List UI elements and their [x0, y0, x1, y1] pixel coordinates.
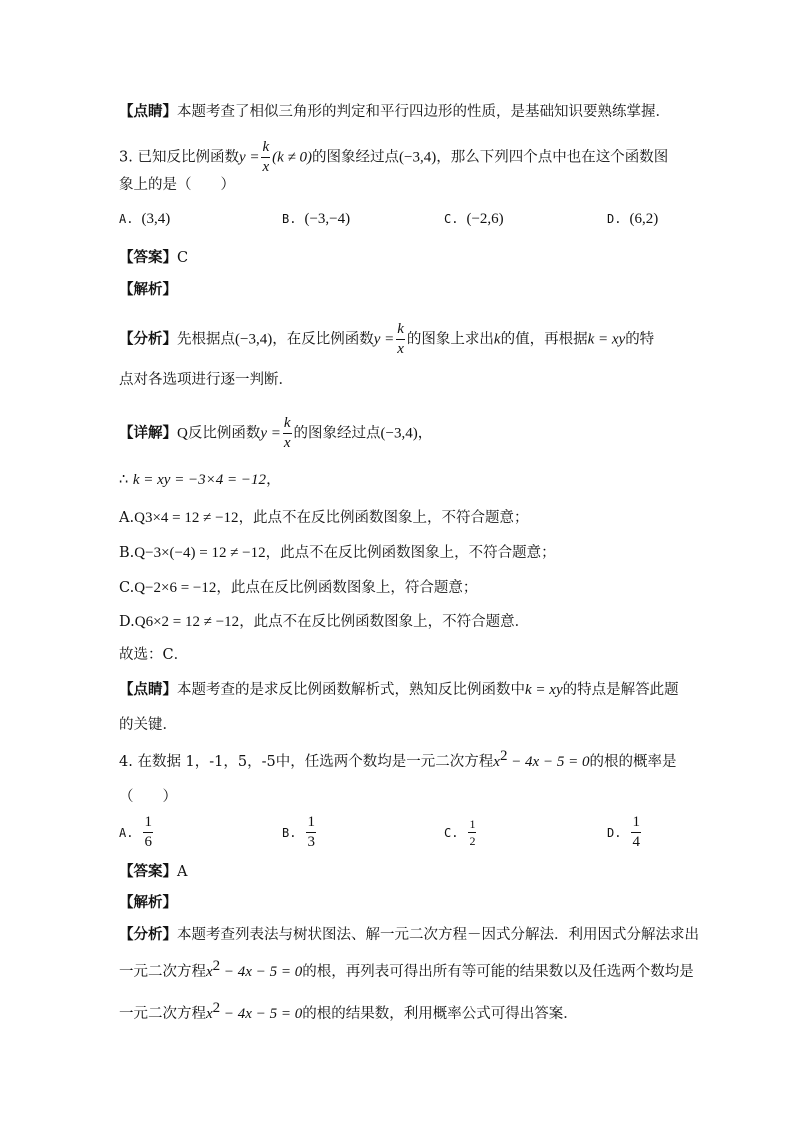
q3-xiangjie-p2: 的图象经过点	[293, 425, 381, 442]
q3-fenxi-p2: ，在反比例函数	[272, 331, 374, 348]
q3-check-a-because: Q	[134, 510, 145, 526]
q3-check-d-label: D.	[119, 614, 135, 630]
q4-eq-sup: 2	[499, 748, 508, 765]
q3-fenxi-tag: 【分析】	[119, 330, 177, 348]
q3-option-a-label: A.	[119, 212, 134, 226]
q3-review-tag: 【点睛】	[119, 681, 177, 698]
q3-fenxi-line2: 点对各选项进行逐一判断．	[119, 372, 293, 388]
q3-check-c	[119, 578, 477, 598]
q4-eq-rest: − 4x − 5 = 0	[507, 754, 590, 770]
q4-option-d-num: 1	[631, 815, 641, 833]
q3-point: (−3,4)	[399, 149, 437, 166]
q4-option-d-fraction	[631, 815, 641, 850]
q3-xiangjie-tag: 【详解】	[119, 424, 177, 442]
q4-option-a-fraction	[143, 815, 153, 850]
q3-review-line1	[119, 680, 679, 700]
q3-stem-line1	[119, 140, 668, 175]
q3-xiangjie-p3: ，	[417, 425, 433, 442]
q3-option-d	[607, 211, 658, 228]
q4-fenxi-line1-text: 本题考查列表法与树状图法、解一元二次方程－因式分解法．利用因式分解法求出	[177, 927, 699, 943]
q3-xiangjie-fraction	[283, 416, 292, 451]
q3-option-b-value: (−3,−4)	[304, 211, 351, 227]
q3-xiangjie-p1: 反比例函数	[187, 425, 261, 442]
q4-fenxi-line3-eq-x: x	[206, 1006, 213, 1022]
q3-fenxi-p1: 先根据点	[177, 331, 235, 348]
q3-check-d-expr: 6×2 = 12 ≠ −12	[145, 614, 240, 630]
q3-option-d-label: D.	[607, 212, 622, 226]
q3-option-c	[444, 211, 504, 228]
q4-stem-p1: 在数据 1，-1，5，-5中，任选两个数均是一元二次方程	[137, 754, 494, 770]
q4-option-b	[282, 815, 318, 850]
q3-check-c-because: Q	[134, 580, 146, 596]
q4-stem-p2: 的根的概率是	[589, 754, 677, 770]
q4-fenxi-line2-eq-x: x	[206, 964, 213, 980]
q4-fenxi-line1	[119, 925, 699, 945]
q3-xiangjie-func: y =	[260, 425, 281, 442]
q4-option-c-den: 2	[469, 834, 476, 848]
q3-xiangjie-line1	[119, 416, 432, 451]
q3-stem-part3: ，那么下列四个点中也在这个函数图	[436, 149, 669, 166]
q4-analysis-tag: 【解析】	[119, 894, 177, 911]
q4-stem-line1	[119, 748, 677, 772]
review-tag: 【点睛】	[119, 103, 177, 120]
q3-answer: C	[177, 250, 189, 266]
q3-k-calc-line	[119, 470, 281, 490]
q4-fenxi-line2-p1: 一元二次方程	[119, 964, 206, 980]
q4-fenxi-line2-p2: 的根，再列表可得出所有等可能的结果数以及任选两个数均是	[302, 964, 694, 980]
q3-answer-tag: 【答案】	[119, 249, 177, 266]
q3-fenxi-p5: 的特	[625, 331, 655, 348]
q3-k-tail: ，	[266, 472, 281, 488]
review-text: 本题考查了相似三角形的判定和平行四边形的性质，是基础知识要熟练掌握．	[177, 104, 670, 120]
q4-option-c-fraction	[468, 818, 476, 847]
q4-option-c	[444, 818, 478, 847]
q3-check-b-expr: −3×(−4) = 12 ≠ −12	[145, 545, 266, 561]
q4-answer-tag: 【答案】	[119, 863, 177, 880]
q4-option-d-label: D.	[607, 825, 622, 840]
q4-option-a-den: 6	[144, 834, 152, 850]
q3-option-b-label: B.	[282, 212, 297, 226]
q3-option-c-value: (−2,6)	[466, 211, 504, 227]
q3-stem-part1: 已知反比例函数	[137, 149, 239, 166]
q3-fenxi-p4: 的值，再根据	[500, 331, 588, 348]
q3-check-c-label: C.	[119, 580, 135, 596]
q4-fenxi-tag: 【分析】	[119, 926, 177, 943]
therefore-symbol: ∴	[119, 472, 129, 488]
q3-answer-line	[119, 248, 188, 268]
q3-check-b-because: Q	[134, 545, 146, 561]
q4-stem-line2: （ ）	[119, 789, 177, 805]
q3-check-c-text: ，此点在反比例函数图象上，符合题意；	[216, 580, 478, 596]
q4-fenxi-line3-p2: 的根的结果数，利用概率公式可得出答案．	[302, 1006, 578, 1022]
q3-frac-den: x	[262, 159, 270, 175]
q4-option-b-den: 3	[307, 834, 315, 850]
q3-review-p2: 的特点是解答此题	[562, 682, 679, 698]
q4-fenxi-line3-p1: 一元二次方程	[119, 1006, 206, 1022]
q4-fenxi-line3-eq-rest: − 4x − 5 = 0	[220, 1006, 303, 1022]
q3-review-p1: 本题考查的是求反比例函数解析式，熟知反比例函数中	[177, 682, 525, 698]
q4-fenxi-line2-eq-rest: − 4x − 5 = 0	[220, 964, 303, 980]
q3-fenxi-k: k	[493, 331, 501, 348]
q3-fenxi-den: x	[397, 341, 404, 357]
q3-k-calc: k = xy = −3×4 = −12	[132, 472, 267, 488]
q4-option-a	[119, 815, 155, 850]
q3-number: 3.	[119, 149, 133, 166]
q4-fenxi-line2	[119, 958, 694, 982]
q4-option-b-num: 1	[306, 815, 316, 833]
q3-stem-line2: 象上的是（ ）	[119, 177, 235, 193]
q3-xiangjie-den: x	[283, 435, 291, 451]
q3-fenxi-point: (−3,4)	[235, 331, 273, 348]
q3-check-a-label: A.	[119, 510, 135, 526]
q3-func-fraction	[261, 140, 270, 175]
q4-fenxi-line3-eq-sup: 2	[212, 1000, 221, 1017]
q3-func-lhs: y =	[238, 149, 260, 166]
q4-option-b-label: B.	[282, 825, 297, 840]
q3-option-d-value: (6,2)	[629, 211, 659, 227]
q4-fenxi-line2-eq-sup: 2	[212, 958, 221, 975]
q3-condition: (k ≠ 0)	[272, 149, 313, 166]
q3-xiangjie-num: k	[283, 416, 292, 434]
q3-fenxi-kxy: k = xy	[587, 331, 626, 348]
q3-option-a	[119, 211, 170, 228]
q4-option-d-den: 4	[632, 834, 640, 850]
q3-xiangjie-point: (−3,4)	[380, 425, 418, 442]
q3-stem-part2: 的图象经过点	[312, 149, 400, 166]
q4-option-c-label: C.	[444, 825, 459, 840]
q3-option-c-label: C.	[444, 212, 459, 226]
q3-check-c-expr: −2×6 = −12	[145, 580, 217, 596]
q3-analysis-tag: 【解析】	[119, 281, 177, 298]
q4-eq-x: x	[493, 754, 500, 770]
q4-answer-line	[119, 862, 187, 882]
q4-option-a-num: 1	[143, 815, 153, 833]
q3-check-a-text: ，此点不在反比例函数图象上，不符合题意；	[238, 510, 529, 526]
q3-check-b	[119, 543, 556, 563]
q3-fenxi-fraction	[396, 322, 405, 357]
q4-option-a-label: A.	[119, 825, 134, 840]
q3-check-d-text: ，此点不在反比例函数图象上，不符合题意．	[239, 614, 530, 630]
q3-check-d	[119, 612, 529, 632]
q3-check-b-text: ，此点不在反比例函数图象上，不符合题意；	[265, 545, 556, 561]
q3-option-b	[282, 211, 350, 228]
q3-check-a-expr: 3×4 = 12 ≠ −12	[144, 510, 239, 526]
q4-number: 4.	[119, 754, 133, 770]
q3-frac-num: k	[261, 140, 270, 158]
q3-fenxi-func: y =	[373, 331, 395, 348]
intro-review-line	[119, 102, 670, 122]
q4-option-c-num: 1	[469, 817, 476, 831]
q3-review-kxy: k = xy	[525, 682, 563, 698]
q4-option-d	[607, 815, 643, 850]
q3-choose: 故选：C．	[119, 647, 189, 663]
q3-check-d-because: Q	[134, 614, 146, 630]
q3-option-a-value: (3,4)	[141, 211, 171, 227]
q4-fenxi-line3	[119, 1000, 578, 1024]
q3-check-b-label: B.	[119, 545, 135, 561]
q3-review-line2: 的关键．	[119, 717, 177, 733]
q3-fenxi-line1	[119, 322, 654, 357]
q3-fenxi-p3: 的图象上求出	[406, 331, 494, 348]
q4-option-b-fraction	[306, 815, 316, 850]
because-symbol: Q	[177, 425, 188, 442]
q4-answer: A	[177, 864, 188, 880]
q3-check-a	[119, 508, 529, 528]
q3-fenxi-num: k	[396, 322, 405, 340]
